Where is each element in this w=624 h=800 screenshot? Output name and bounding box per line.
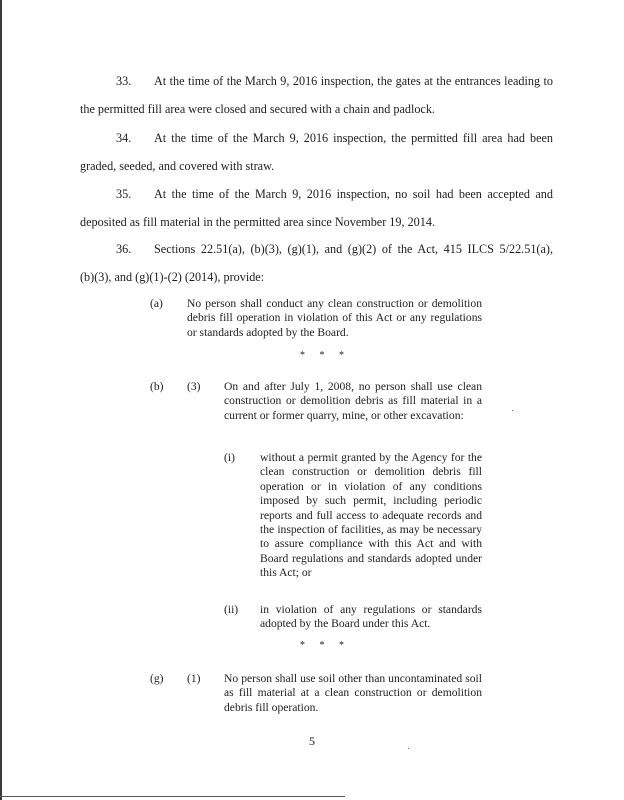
paragraph-33	[80, 67, 553, 123]
clause-ii-label: (ii)	[224, 603, 239, 616]
paragraph-36	[80, 235, 553, 291]
paragraph-continuation: the permitted fill area were closed and secured with a chain and padlock.	[80, 102, 435, 116]
paragraph-text: Sections 22.51(a), (b)(3), (g)(1), and (g)(2) of the Act, 415 ILCS 5/22.51(a),	[154, 242, 553, 256]
paragraph-continuation: graded, seeded, and covered with straw.	[80, 159, 275, 173]
clause-i-text: without a permit granted by the Agency for the clean construction or demolition debris fill operation or in violation of any conditions imposed by such permit, including periodic reports and full access to adequate records and the inspection of facilities, as may be necessary to assure compliance with this Act and with Board regulations and standards adopted under this Act; or	[260, 451, 482, 580]
paragraph-continuation: (b)(3), and (g)(1)-(2) (2014), provide:	[80, 270, 265, 284]
subsection-b-3-label: (3)	[187, 380, 201, 393]
paragraph-text: At the time of the March 9, 2016 inspection, the gates at the entrances leading to	[154, 74, 553, 88]
paragraph-text: At the time of the March 9, 2016 inspection, the permitted fill area had been	[154, 131, 553, 145]
subsection-g-1-text: No person shall use soil other than uncontaminated soil as fill material at a clean construction or demolition debris fill operation.	[224, 672, 482, 714]
subsection-a-label: (a)	[150, 297, 163, 310]
subsection-g-label: (g)	[150, 672, 164, 685]
subsection-b-3-text: On and after July 1, 2008, no person shall use clean construction or demolition debris as fill material in a current or former quarry, mine, or other excavation:	[224, 380, 482, 422]
paragraph-continuation: deposited as fill material in the permitted area since November 19, 2014.	[80, 215, 436, 229]
ellipsis-stars: * * *	[300, 640, 350, 651]
scan-speck	[512, 410, 513, 411]
clause-i-label: (i)	[224, 451, 235, 464]
ellipsis-stars: * * *	[300, 350, 350, 361]
paragraph-number: 34.	[116, 131, 132, 145]
subsection-g-1-label: (1)	[187, 672, 201, 685]
paragraph-text: At the time of the March 9, 2016 inspection, no soil had been accepted and	[154, 187, 553, 201]
paragraph-number: 33.	[116, 74, 132, 88]
scan-left-edge	[0, 0, 2, 800]
paragraph-number: 36.	[116, 242, 132, 256]
paragraph-number: 35.	[116, 187, 132, 201]
subsection-a-text: No person shall conduct any clean construction or demolition debris fill operation in violation of this Act or any regulations or standards adopted by the Board.	[187, 297, 482, 339]
paragraph-35	[80, 180, 553, 236]
scan-bottom-edge	[0, 796, 345, 797]
subsection-b-label: (b)	[150, 380, 164, 393]
page-number: 5	[309, 734, 315, 748]
paragraph-34	[80, 124, 553, 180]
scan-speck	[408, 748, 409, 749]
clause-ii-text: in violation of any regulations or standards adopted by the Board under this Act.	[260, 603, 482, 631]
